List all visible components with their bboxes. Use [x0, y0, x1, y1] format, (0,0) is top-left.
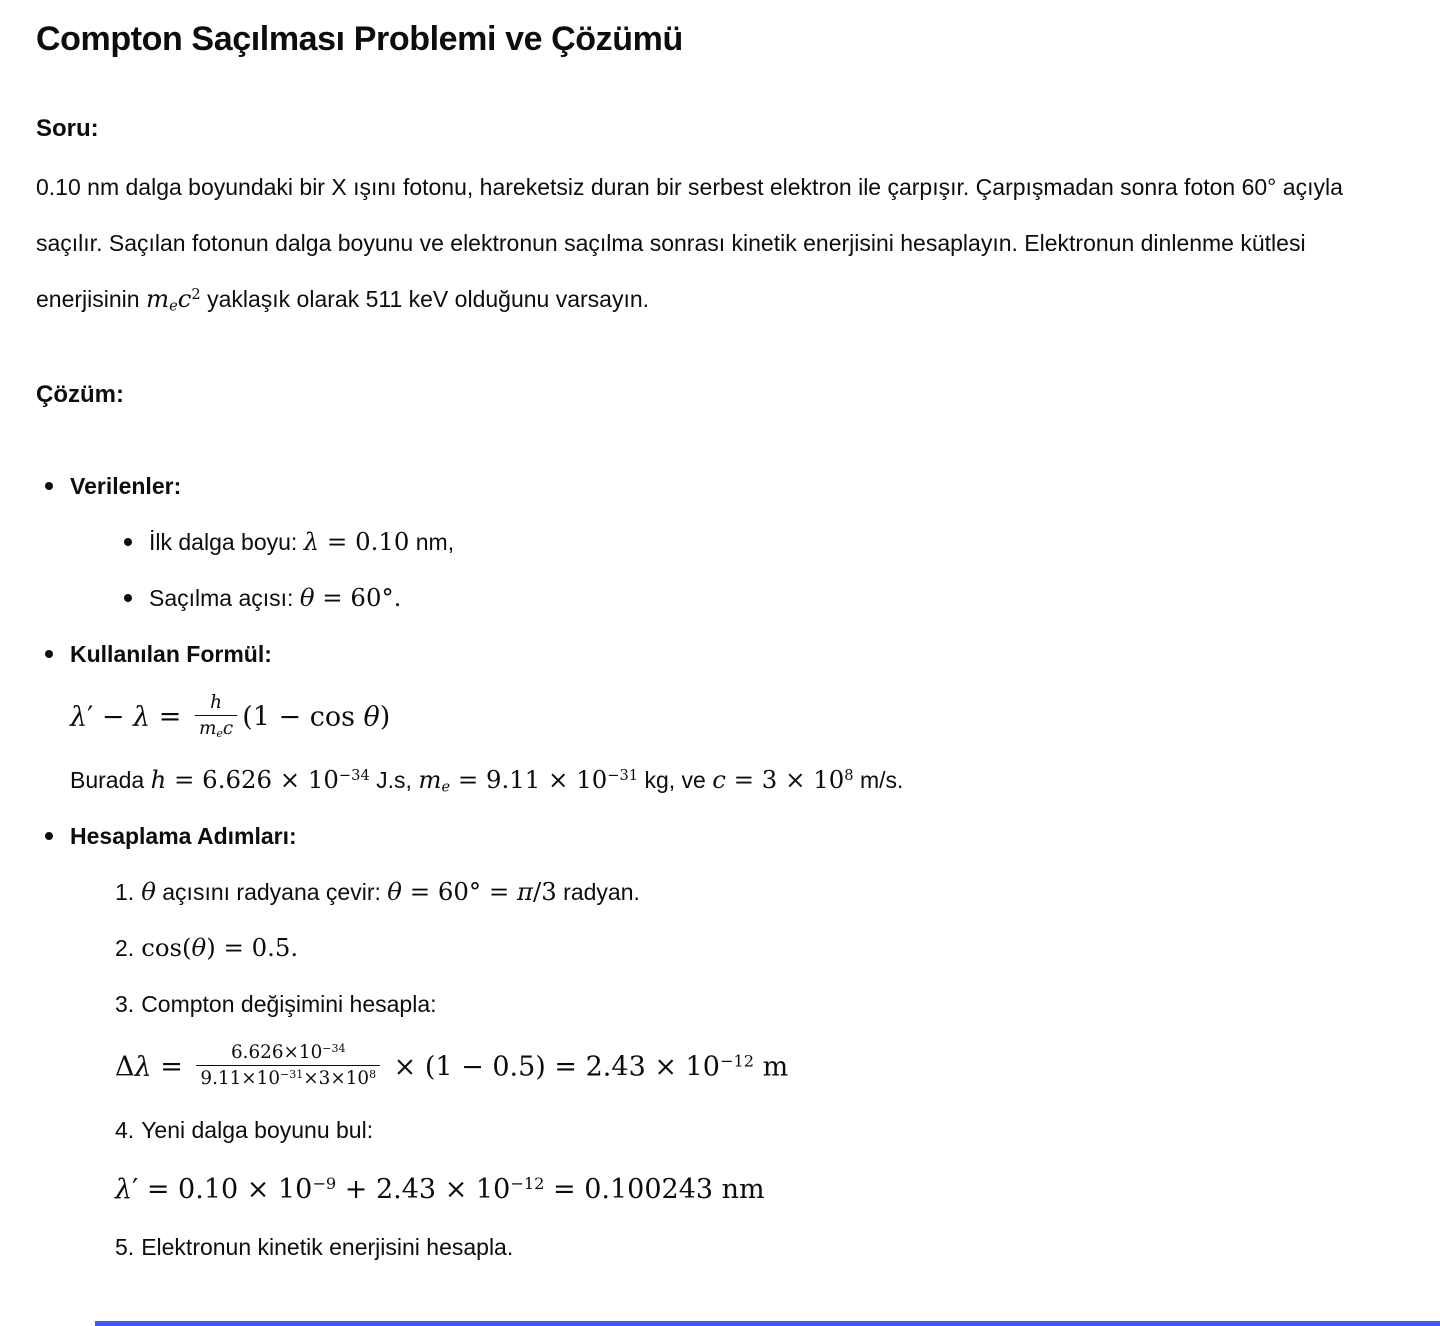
- delta-lambda-equation: Δλ = $\frac{6.626\times 10^{-34}}{9.11\times 10^{-31}\times 3\times 10^8}$ × $(1 - 0.5) = 2.43 \times 10^{-12}$ m: [115, 1042, 789, 1090]
- step-4-text: Yeni dalga boyunu bul:: [141, 1117, 374, 1144]
- bottom-accent-line: [95, 1321, 1440, 1326]
- question-heading: Soru:: [36, 114, 99, 142]
- step-5-text: Elektronun kinetik enerjisini hesapla.: [141, 1234, 514, 1261]
- solution-heading: Çözüm:: [36, 381, 124, 409]
- new-wavelength-equation: $\lambda' = 0.10 \times 10^{-9} + 2.43 \times 10^{-12} = 0.100243$ nm: [115, 1174, 765, 1206]
- steps-list: [115, 864, 1412, 1275]
- solution-list: [36, 458, 1412, 1275]
- step-2-number: 2.: [115, 935, 135, 962]
- step-5-number: 5.: [115, 1234, 135, 1261]
- list-item-initial-wavelength: [124, 514, 1412, 570]
- bullet-icon: [45, 832, 53, 840]
- question-body: [36, 159, 1412, 327]
- initial-wavelength-text: İlk dalga boyu: λ = 0.10 nm,: [149, 527, 455, 557]
- step-2: [115, 920, 1412, 976]
- formula-label: Kullanılan Formül:: [70, 641, 272, 668]
- list-item-given: [36, 458, 1412, 626]
- bullet-icon: [45, 482, 53, 490]
- step-5: [115, 1219, 1412, 1275]
- compton-formula-equation: λ′ − λ = $\frac{h}{m_ec}$ (1 − cos θ): [70, 692, 391, 740]
- step-4: [115, 1102, 1412, 1158]
- bullet-icon: [124, 538, 132, 546]
- list-item-formula: [36, 626, 1412, 808]
- step-3-number: 3.: [115, 991, 135, 1018]
- step-1: [115, 864, 1412, 920]
- step-3: [115, 976, 1412, 1032]
- list-item-scattering-angle: [124, 570, 1412, 626]
- list-item-steps: [36, 808, 1412, 1275]
- page-title: Compton Saçılması Problemi ve Çözümü: [36, 20, 683, 58]
- step-1-number: 1.: [115, 879, 135, 906]
- bullet-icon: [124, 594, 132, 602]
- rest-mass-energy-math: $m_ec^2$: [145, 284, 201, 315]
- bullet-icon: [45, 650, 53, 658]
- question-text-after: yaklaşık olarak 511 keV olduğunu varsayın.: [200, 286, 650, 313]
- question-text-before: 0.10 nm dalga boyundaki bir X ışını fotonu, hareketsiz duran bir serbest elektron ile çarpışır. Çarpışmadan sonra foton 60° açıyla saçılır. Saçılan fotonun dalga boyunu ve elektronun saçılma sonrası kinetik enerjisini hesaplayın. Elektronun dinlenme kütlesi enerjisinin: [36, 174, 1343, 313]
- given-sublist: [124, 514, 1412, 626]
- step-3-text: Compton değişimini hesapla:: [141, 991, 437, 1018]
- step-4-number: 4.: [115, 1117, 135, 1144]
- step-1-text: θ açısını radyana çevir: θ = 60° = π/3 radyan.: [141, 877, 640, 907]
- given-label: Verilenler:: [70, 473, 182, 500]
- constants-line: Burada $h = 6.626 \times 10^{-34}$ J.s, $m_e = 9.11 \times 10^{-31}$ kg, ve $c = 3 \times 10^8$ m/s.: [70, 765, 904, 796]
- step-2-text: cos(θ) = 0.5.: [141, 933, 299, 963]
- scattering-angle-text: Saçılma açısı: θ = 60°.: [149, 583, 402, 613]
- steps-label: Hesaplama Adımları:: [70, 823, 297, 850]
